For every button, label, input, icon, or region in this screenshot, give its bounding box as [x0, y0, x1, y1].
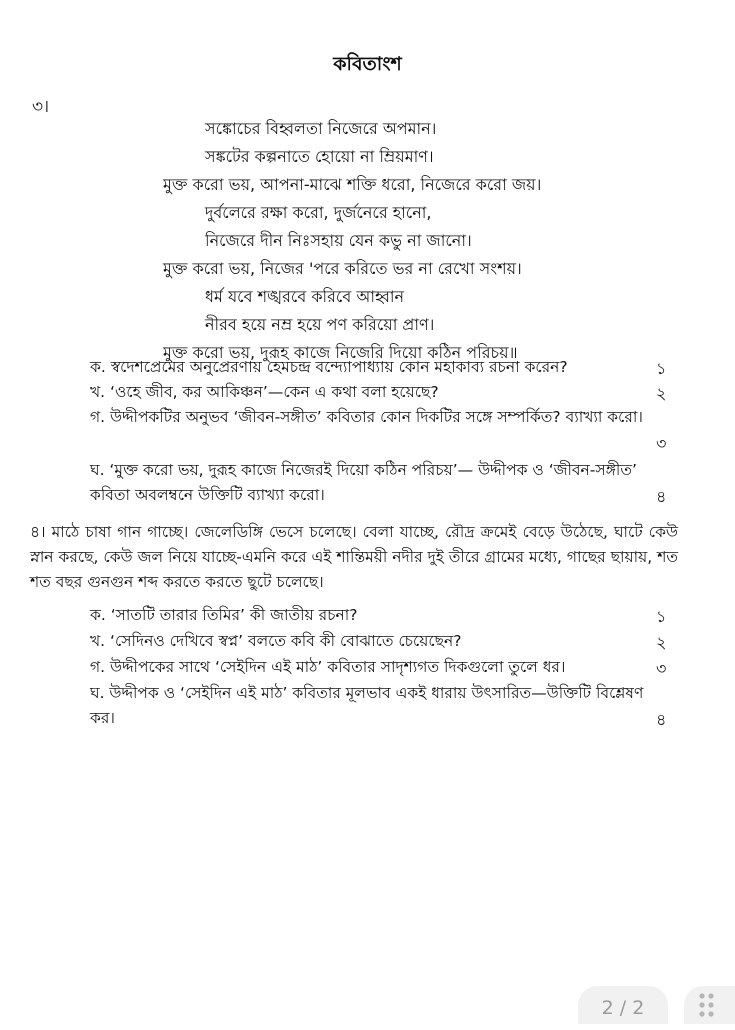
q3-subquestion-gha: ঘ. ‘মুক্ত করো ভয়, দুরূহ কাজে নিজেরই দিয়ো কঠিন পরিচয়’— উদ্দীপক ও ‘জীবন-সঙ্গীত’ কবিতা অবলম্বনে উক্তিটি ব্যাখ্যা করো।	[90, 461, 637, 504]
page-indicator[interactable]: 2 / 2	[578, 986, 668, 1024]
q3-subquestion-kha: খ. ‘ওহে জীব, কর আকিঞ্চন’—কেন এ কথা বলা হয়েছে?	[90, 383, 439, 401]
poem-line: নিজেরে দীন নিঃসহায় যেন কভু না জানো।	[205, 231, 472, 250]
poem-line: মুক্ত করো ভয়, নিজের 'পরে করিতে ভর না রেখো সংশয়।	[163, 259, 522, 278]
q4-subquestion-ga: গ. উদ্দীপকের সাথে ‘সেইদিন এই মাঠ’ কবিতার সাদৃশ্যগত দিকগুলো তুলে ধর।	[90, 658, 566, 676]
question-4-passage: ৪। মাঠে চাষা গান গাচ্ছে। জেলেডিঙ্গি ভেসে চলেছে। বেলা যাচ্ছে, রৌদ্র ক্রমেই বেড়ে উঠেছে, ঘাটে কেউ স্নান করছে, কেউ জল নিয়ে যাচ্ছে-এমনি করে এই শান্তিময়ী নদীর দুই তীরে গ্রামের মধ্যে, গাছের ছায়ায়, শত শত বছর গুনগুন শব্দ করতে করতে ছুটে চলেছে।	[30, 523, 678, 591]
grid-icon	[698, 992, 722, 1020]
q3-marks-ga: ৩	[656, 434, 667, 453]
question-3-number: ৩।	[32, 97, 50, 117]
q4-subquestion-kha: খ. ‘সেদিনও দেখিবে স্বপ্ন’ বলতে কবি কী বোঝাতে চেয়েছেন?	[90, 632, 462, 650]
section-title: কবিতাংশ	[333, 53, 402, 75]
q4-subquestion-ka: ক. ‘সাতটি তারার তিমির’ কী জাতীয় রচনা?	[90, 606, 358, 624]
grid-view-button[interactable]	[684, 986, 735, 1024]
poem-line: সঙ্কটের কল্পনাতে হোয়ো না ম্রিয়মাণ।	[205, 147, 434, 166]
q3-marks-kha: ২	[656, 384, 667, 403]
q4-marks-ga: ৩	[656, 659, 667, 678]
q4-marks-ka: ১	[656, 607, 667, 626]
poem-line: মুক্ত করো ভয়, আপনা-মাঝে শক্তি ধরো, নিজেরে করো জয়।	[163, 175, 542, 194]
poem-line: দুর্বলেরে রক্ষা করো, দুর্জনেরে হানো,	[205, 203, 432, 222]
poem-line: ধর্ম যবে শঙ্খরবে করিবে আহ্বান	[205, 287, 405, 306]
q3-marks-gha: ৪	[656, 487, 667, 506]
q4-marks-gha: ৪	[656, 710, 667, 729]
poem-line: সঙ্কোচের বিহ্বলতা নিজেরে অপমান।	[205, 119, 437, 138]
q4-subquestion-gha: ঘ. উদ্দীপক ও ‘সেইদিন এই মাঠ’ কবিতার মূলভাব একই ধারায় উৎসারিত—উক্তিটি বিশ্লেষণ কর।	[90, 684, 644, 727]
q3-subquestion-ka: ক. স্বদেশপ্রেমের অনুপ্রেরণায় হেমচন্দ্র বন্দ্যোপাধ্যায় কোন মহাকাব্য রচনা করেন?	[90, 358, 568, 376]
q3-subquestion-ga: গ. উদ্দীপকটির অনুভব ‘জীবন-সঙ্গীত’ কবিতার কোন দিকটির সঙ্গে সম্পর্কিত? ব্যাখ্যা করো।	[90, 408, 643, 426]
q4-marks-kha: ২	[656, 633, 667, 652]
poem-line: মুক্ত করো ভয়, দুরূহ কাজে নিজেরি দিয়ো কঠিন পরিচয়॥	[163, 343, 518, 362]
q3-marks-ka: ১	[656, 359, 667, 378]
poem-line: নীরব হয়ে নম্র হয়ে পণ করিয়ো প্রাণ।	[205, 315, 435, 334]
